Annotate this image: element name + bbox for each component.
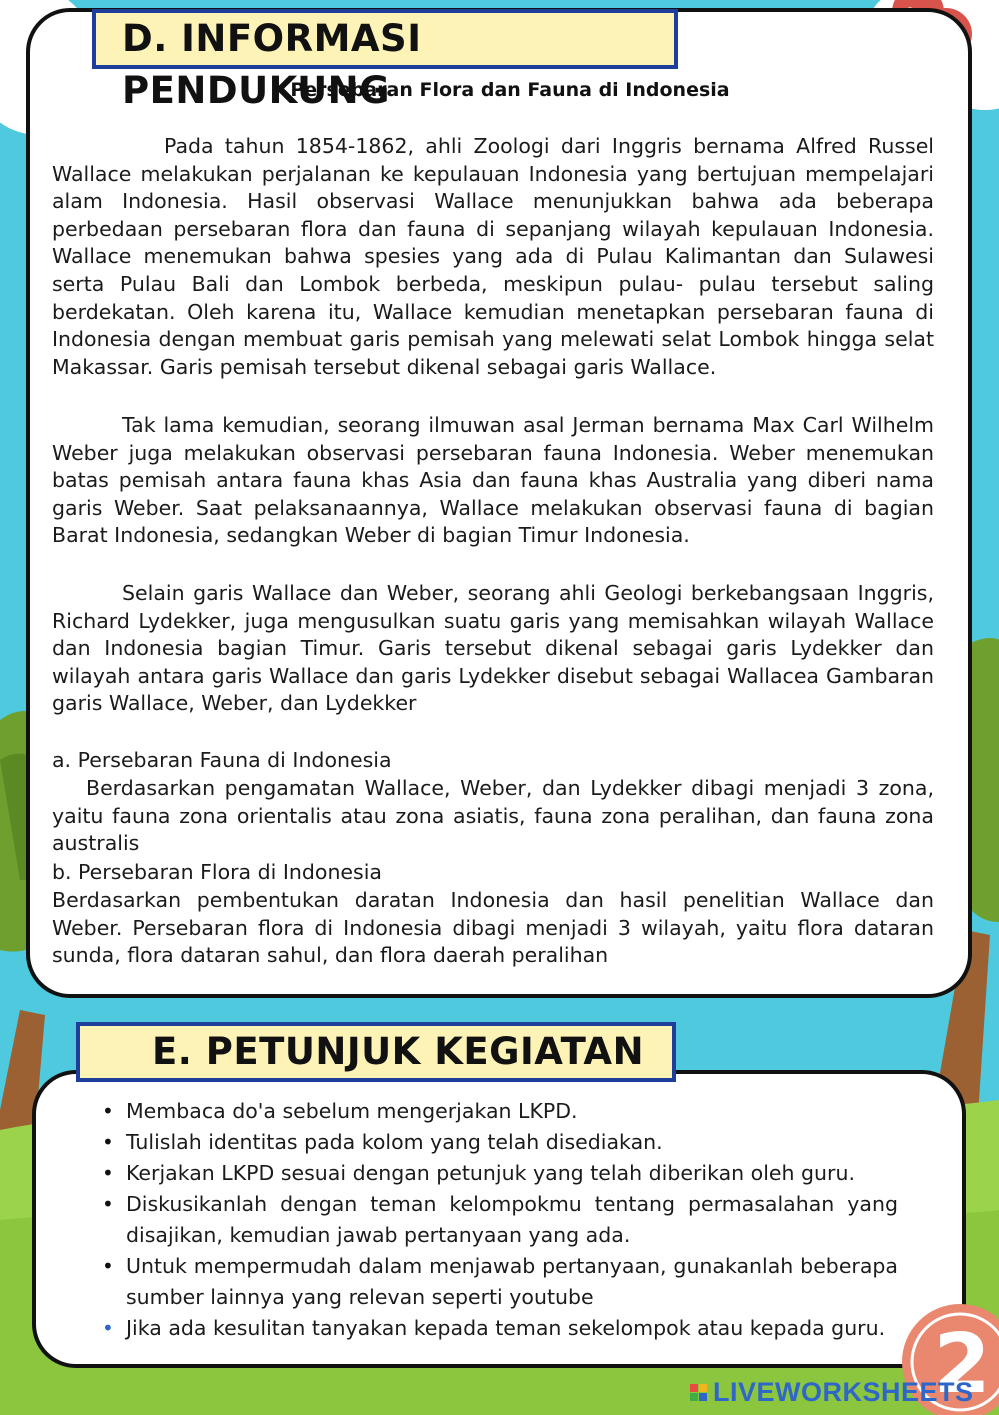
list-item: • Kerjakan LKPD sesuai dengan petunjuk yang telah diberikan oleh guru. — [100, 1158, 898, 1189]
bullet-icon: • — [102, 1130, 114, 1154]
brand-logo-icon — [690, 1384, 707, 1401]
subheading-fauna: a. Persebaran Fauna di Indonesia — [52, 748, 392, 772]
paragraph-fauna: Berdasarkan pengamatan Wallace, Weber, dan Lydekker dibagi menjadi 3 zona, yaitu fauna zona orientalis atau zona asiatis, fauna zona peralihan, dan fauna zona australis — [52, 776, 934, 856]
paragraph-flora: Berdasarkan pembentukan daratan Indonesia dan hasil penelitian Wallace dan Weber. Persebaran flora di Indonesia dibagi menjadi 3 wilayah, yaitu flora dataran sunda, flora dataran sahul, dan flora daerah peralihan — [52, 888, 934, 968]
bullet-icon: • — [102, 1192, 114, 1216]
subheading-flora: b. Persebaran Flora di Indonesia — [52, 860, 382, 884]
paragraph-wallace: Pada tahun 1854-1862, ahli Zoologi dari Inggris bernama Alfred Russel Wallace melakukan perjalanan ke kepulauan Indonesia yang bertujuan mempelajari alam Indonesia. Hasil observasi Wallace menunjukkan bahwa ada beberapa perbedaan persebaran flora dan fauna di sepanjang wilayah kepulauan Indonesia. Wallace menemukan bahwa spesies yang ada di Pulau Kalimantan dan Sulawesi serta Pulau Bali dan Lombok berbeda, meskipun pulau- pulau tersebut saling berdekatan. Oleh karena itu, Wallace kemudian menetapkan persebaran fauna di Indonesia dengan membuat garis pemisah yang melewati selat Lombok hingga selat Makassar. Garis pemisah tersebut dikenal sebagai garis Wallace. — [52, 134, 934, 379]
paragraph-weber: Tak lama kemudian, seorang ilmuwan asal Jerman bernama Max Carl Wilhelm Weber juga melakukan observasi persebaran fauna Indonesia. Weber menemukan batas pemisah antara fauna khas Asia dan fauna khas Australia yang diberi nama garis Weber. Saat pelaksanaannya, Wallace melakukan observasi fauna di bagian Barat Indonesia, sedangkan Weber di bagian Timur Indonesia. — [52, 413, 934, 548]
page-number: 2 — [933, 1317, 991, 1412]
list-item: • Jika ada kesulitan tanyakan kepada teman sekelompok atau kepada guru. — [100, 1313, 898, 1344]
bullet-icon: • — [102, 1254, 114, 1278]
liveworksheets-brand — [690, 1376, 974, 1408]
list-item: • Untuk mempermudah dalam menjawab pertanyaan, gunakanlah beberapa sumber lainnya yang relevan seperti youtube — [100, 1251, 898, 1313]
section-d-heading: D. INFORMASI PENDUKUNG — [92, 9, 678, 69]
bullet-icon: • — [102, 1316, 114, 1340]
bullet-icon: • — [102, 1161, 114, 1185]
section-d-subtitle: Persebaran Flora dan Fauna di Indonesia — [290, 79, 730, 101]
bullet-icon: • — [102, 1099, 114, 1123]
list-item: • Membaca do'a sebelum mengerjakan LKPD. — [100, 1096, 898, 1127]
section-e-heading: E. PETUNJUK KEGIATAN — [76, 1022, 676, 1082]
brand-name: LIVEWORKSHEETS — [713, 1376, 974, 1407]
list-item: • Tulislah identitas pada kolom yang telah disediakan. — [100, 1127, 898, 1158]
paragraph-lydekker: Selain garis Wallace dan Weber, seorang ahli Geologi berkebangsaan Inggris, Richard Lydekker, juga mengusulkan suatu garis yang memisahkan wilayah Wallace dan Indonesia bagian Timur. Garis tersebut dikenal sebagai garis Lydekker dan wilayah antara garis Wallace dan garis Lydekker disebut sebagai Wallacea Gambaran garis Wallace, Weber, dan Lydekker — [52, 581, 934, 716]
list-item: • Diskusikanlah dengan teman kelompokmu tentang permasalahan yang disajikan, kemudian jawab pertanyaan yang ada. — [100, 1189, 898, 1251]
instructions-list — [100, 1096, 898, 1344]
